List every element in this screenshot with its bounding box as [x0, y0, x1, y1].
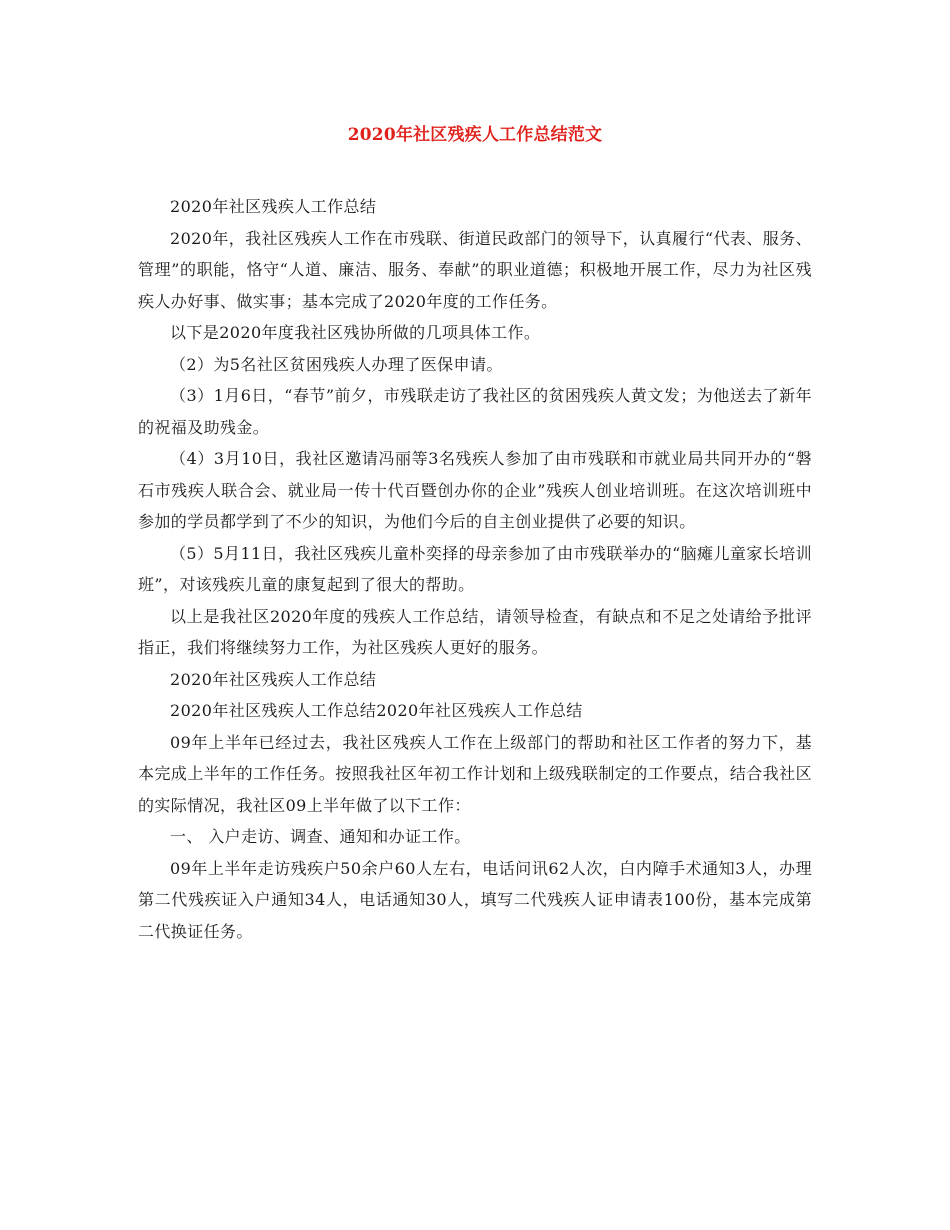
- paragraph-9: 2020年社区残疾人工作总结: [170, 669, 377, 689]
- document-title: 2020年社区残疾人工作总结范文: [347, 125, 603, 145]
- paragraph-10: 2020年社区残疾人工作总结2020年社区残疾人工作总结: [170, 701, 583, 720]
- paragraph-6: （4）3月10日，我社区邀请冯丽等3名残疾人参加了由市残联和市就业局共同开办的“磐石市残疾人联合会、就业局一传十代百暨创办你的企业”残疾人创业培训班。在这次培训班中参加的学员都学到了不少的知识，为他们今后的自主创业提供了必要的知识。: [138, 449, 812, 531]
- paragraph-7: （5）5月11日，我社区残疾儿童朴奕择的母亲参加了由市残联举办的“脑瘫儿童家长培训班”，对该残疾儿童的康复起到了很大的帮助。: [138, 543, 812, 594]
- paragraph-4: （2）为5名社区贫困残疾人办理了医保申请。: [170, 354, 503, 374]
- paragraph-12: 一、 入户走访、调查、通知和办证工作。: [170, 827, 471, 846]
- paragraph-8: 以上是我社区2020年度的残疾人工作总结，请领导检查，有缺点和不足之处请给予批评指正，我们将继续努力工作，为社区残疾人更好的服务。: [138, 606, 812, 657]
- paragraph-5: （3）1月6日，“春节”前夕，市残联走访了我社区的贫困残疾人黄文发；为他送去了新年的祝福及助残金。: [138, 386, 812, 437]
- paragraph-2: 2020年，我社区残疾人工作在市残联、街道民政部门的领导下，认真履行“代表、服务、管理”的职能，恪守“人道、廉洁、服务、奉献”的职业道德；积极地开展工作，尽力为社区残疾人办好事、做实事；基本完成了2020年度的工作任务。: [138, 228, 812, 311]
- paragraph-3: 以下是2020年度我社区残协所做的几项具体工作。: [170, 323, 541, 342]
- paragraph-1: 2020年社区残疾人工作总结: [170, 197, 377, 216]
- paragraph-11: 09年上半年已经过去，我社区残疾人工作在上级部门的帮助和社区工作者的努力下，基本完成上半年的工作任务。按照我社区年初工作计划和上级残联制定的工作要点，结合我社区的实际情况，我社区09上半年做了以下工作：: [138, 732, 812, 815]
- paragraph-13: 09年上半年走访残疾户50余户60人左右，电话问讯62人次，白内障手术通知3人，办理第二代残疾证入户通知34人，电话通知30人，填写二代残疾人证申请表100份，基本完成第二代换证任务。: [138, 858, 812, 941]
